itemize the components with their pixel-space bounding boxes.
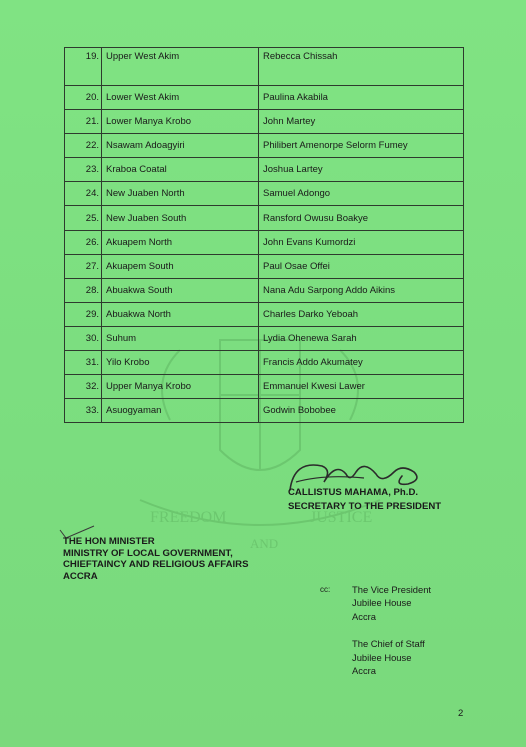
addressee-line-4: ACCRA	[63, 570, 98, 582]
nominee-cell: Joshua Lartey	[259, 158, 464, 182]
constituency-cell: Akuapem South	[102, 254, 259, 278]
constituency-cell: Abuakwa South	[102, 278, 259, 302]
table-row	[65, 302, 464, 326]
constituency-cell: Suhum	[102, 326, 259, 350]
nominee-cell: Rebecca Chissah	[259, 48, 464, 86]
table-row	[65, 375, 464, 399]
table-row	[65, 326, 464, 350]
row-number: 23.	[65, 158, 102, 182]
cc-recipient-line: Accra	[352, 610, 376, 622]
table-row	[65, 86, 464, 110]
constituency-cell: Lower Manya Krobo	[102, 110, 259, 134]
row-number: 20.	[65, 86, 102, 110]
cc-recipient-line: The Vice President	[352, 584, 432, 595]
nominee-cell: John Martey	[259, 110, 464, 134]
table-row	[65, 110, 464, 134]
watermark-text-justice: JUSTICE	[310, 509, 373, 526]
nominee-cell: Philibert Amenorpe Selorm Fumey	[259, 134, 464, 158]
row-number: 31.	[65, 351, 102, 375]
nominee-cell: Emmanuel Kwesi Lawer	[259, 375, 464, 399]
page-number: 2	[458, 708, 464, 719]
addressee-block	[63, 536, 248, 582]
addressee-line-1: THE HON MINISTER	[63, 536, 155, 547]
cc-recipient-line: Jubilee House	[352, 651, 412, 663]
table-row	[65, 399, 464, 423]
constituency-cell: Akuapem North	[102, 230, 259, 254]
nominee-cell: Francis Addo Akumatey	[259, 351, 464, 375]
row-number: 27.	[65, 254, 102, 278]
cc-recipient-line: Accra	[352, 665, 376, 677]
signatory-title: SECRETARY TO THE PRESIDENT	[288, 501, 442, 512]
row-number: 32.	[65, 375, 102, 399]
constituency-cell: Upper West Akim	[102, 48, 259, 86]
addressee-line-2: MINISTRY OF LOCAL GOVERNMENT,	[63, 547, 233, 559]
nominee-cell: Samuel Adongo	[259, 182, 464, 206]
nominee-cell: Nana Adu Sarpong Addo Aikins	[259, 278, 464, 302]
row-number: 24.	[65, 182, 102, 206]
row-number: 33.	[65, 399, 102, 423]
table-row	[65, 351, 464, 375]
nominee-cell: Paul Osae Offei	[259, 254, 464, 278]
cc-recipient-line: Jubilee House	[352, 597, 412, 609]
watermark-text-and: AND	[250, 536, 279, 551]
table-row	[65, 48, 464, 86]
row-number: 28.	[65, 278, 102, 302]
cc-recipient	[352, 583, 431, 623]
nominee-cell: Ransford Owusu Boakye	[259, 206, 464, 230]
nominee-cell: Charles Darko Yeboah	[259, 302, 464, 326]
nominee-table-body	[65, 48, 464, 423]
constituency-cell: Asuogyaman	[102, 399, 259, 423]
constituency-cell: Nsawam Adoagyiri	[102, 134, 259, 158]
table-row	[65, 254, 464, 278]
nominee-cell: John Evans Kumordzi	[259, 230, 464, 254]
constituency-cell: New Juaben South	[102, 206, 259, 230]
signatory-name: CALLISTUS MAHAMA, Ph.D.	[288, 487, 419, 498]
row-number: 19.	[65, 48, 102, 86]
watermark-text-freedom: FREEDOM	[150, 509, 227, 526]
constituency-cell: Upper Manya Krobo	[102, 375, 259, 399]
cc-recipient-line: The Chief of Staff	[352, 638, 425, 650]
row-number: 26.	[65, 230, 102, 254]
signature-block	[288, 486, 441, 514]
constituency-cell: Yilo Krobo	[102, 351, 259, 375]
cc-recipient	[352, 637, 431, 677]
row-number: 25.	[65, 206, 102, 230]
table-row	[65, 134, 464, 158]
row-number: 29.	[65, 302, 102, 326]
constituency-cell: New Juaben North	[102, 182, 259, 206]
addressee-line-3: CHIEFTAINCY AND RELIGIOUS AFFAIRS	[63, 559, 249, 570]
nominee-cell: Paulina Akabila	[259, 86, 464, 110]
table-row	[65, 278, 464, 302]
constituency-cell: Abuakwa North	[102, 302, 259, 326]
table-row	[65, 230, 464, 254]
constituency-cell: Kraboa Coatal	[102, 158, 259, 182]
nominee-table	[64, 47, 464, 423]
table-row	[65, 206, 464, 230]
row-number: 22.	[65, 134, 102, 158]
cc-label: cc:	[320, 585, 331, 594]
row-number: 30.	[65, 326, 102, 350]
row-number: 21.	[65, 110, 102, 134]
table-row	[65, 182, 464, 206]
cc-recipients	[352, 583, 431, 677]
nominee-cell: Godwin Bobobee	[259, 399, 464, 423]
constituency-cell: Lower West Akim	[102, 86, 259, 110]
nominee-cell: Lydia Ohenewa Sarah	[259, 326, 464, 350]
table-row	[65, 158, 464, 182]
